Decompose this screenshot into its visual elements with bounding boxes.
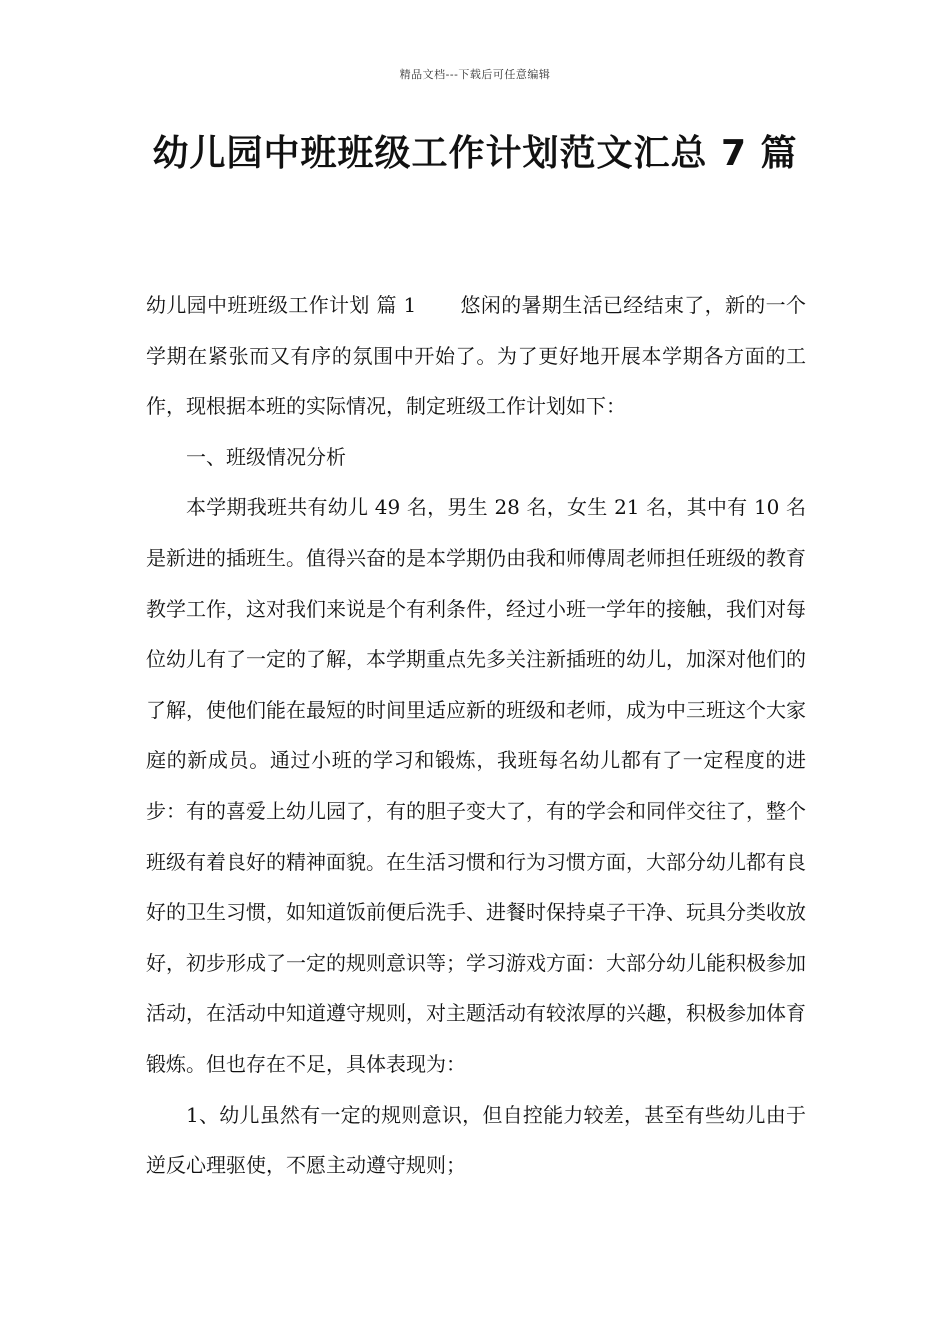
document-title: 幼儿园中班班级工作计划范文汇总 7 篇: [152, 133, 798, 174]
document-body: [146, 280, 806, 1191]
section-label: 幼儿园中班班级工作计划 篇 1: [146, 293, 417, 317]
intro-paragraph: [146, 280, 806, 432]
list-item: 1、幼儿虽然有一定的规则意识，但自控能力较差，甚至有些幼儿由于逆反心理驱使，不愿主动遵守规则；: [146, 1102, 806, 1178]
header-note: 精品文档---下载后可任意编辑: [399, 68, 551, 81]
section-heading: 一、班级情况分析: [186, 444, 346, 469]
intro-text: 悠闲的暑期生活已经结束了，新的一个学期在紧张而又有序的氛围中开始了。为了更好地开展本学期各方面的工作，现根据本班的实际情况，制定班级工作计划如下：: [146, 293, 806, 419]
body-paragraph: 本学期我班共有幼儿 49 名，男生 28 名，女生 21 名，其中有 10 名是新进的插班生。值得兴奋的是本学期仍由我和师傅周老师担任班级的教育教学工作，这对我们来说是个有利条件，经过小班一学年的接触，我们对每位幼儿有了一定的了解，本学期重点先多关注新插班的幼儿，加深对他们的了解，使他们能在最短的时间里适应新的班级和老师，成为中三班这个大家庭的新成员。通过小班的学习和锻炼，我班每名幼儿都有了一定程度的进步：有的喜爱上幼儿园了，有的胆子变大了，有的学会和同伴交往了，整个班级有着良好的精神面貌。在生活习惯和行为习惯方面，大部分幼儿都有良好的卫生习惯，如知道饭前便后洗手、进餐时保持桌子干净、玩具分类收放好，初步形成了一定的规则意识等；学习游戏方面：大部分幼儿能积极参加活动，在活动中知道遵守规则，对主题活动有较浓厚的兴趣，积极参加体育锻炼。但也存在不足，具体表现为：: [146, 495, 806, 1076]
